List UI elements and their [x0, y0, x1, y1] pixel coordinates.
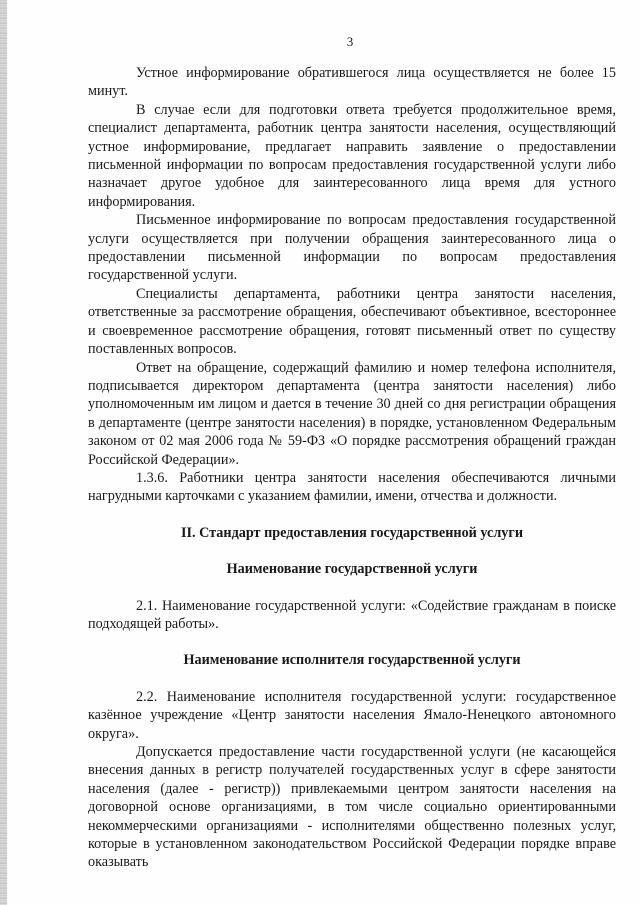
- document-body: [88, 64, 616, 872]
- section-title: II. Стандарт предоставления государственной услуги: [180, 524, 524, 541]
- paragraph-2-2: 2.2. Наименование исполнителя государственной услуги: государственное казённое учреждение «Центр занятости населения Ямало-Ненецкого автономного округа».: [88, 688, 616, 742]
- paragraph-2-1: 2.1. Наименование государственной услуги: «Содействие гражданам в поиске подходящей работы».: [88, 597, 616, 632]
- paragraph-written-info: Письменное информирование по вопросам предоставления государственной услуги осуществляется при получении обращения заинтересованного лица о предоставлении письменной информации по вопросам предоставления государственной услуги.: [88, 212, 616, 284]
- heading-service-name: Наименование государственной услуги: [226, 561, 478, 578]
- heading-executor-name: Наименование исполнителя государственной услуги: [183, 652, 521, 669]
- paragraph-specialists: Специалисты департамента, работники центра занятости населения, ответственные за рассмотрение обращения, обеспечивают объективное, всестороннее и своевременное рассмотрение обращения, готовят письменный ответ по существу поставленных вопросов.: [88, 285, 616, 358]
- paragraph-1-3-6: 1.3.6. Работники центра занятости населения обеспечиваются личными нагрудными карточками с указанием фамилии, имени, отчества и должности.: [88, 469, 616, 505]
- scan-edge: [0, 0, 7, 905]
- paragraph-allowed: Допускается предоставление части государственной услуги (не касающейся внесения данных в регистр получателей государственных услуг в сфере занятости населения (далее - регистр)) привлекаемыми центром занятости населения на договорной основе организациями, в том числе социально ориентированными некоммерческими организациями - исполнителями общественно полезных услуг, которые в установленном законодательством Российской Федерации порядке вправе оказывать: [88, 744, 616, 871]
- paragraph-answer: Ответ на обращение, содержащий фамилию и номер телефона исполнителя, подписывается директором департамента (центра занятости населения) либо уполномоченным им лицом и дается в течение 30 дней со дня регистрации обращения в департаменте (центре занятости населения) в порядке, установленном Федеральным законом от 02 мая 2006 года № 59-ФЗ «О порядке рассмотрения обращений граждан Российской Федерации».: [88, 359, 616, 468]
- paragraph-long-answer: В случае если для подготовки ответа требуется продолжительное время, специалист департамента, работник центра занятости населения, осуществляющий устное информирование, предлагает направить заявление о предоставлении письменной информации по вопросам предоставления государственной услуги либо назначает другое удобное для заинтересованного лица время для устного информирования.: [88, 101, 616, 210]
- paragraph-oral-info: Устное информирование обратившегося лица осуществляется не более 15 минут.: [88, 65, 616, 100]
- page-number: 3: [346, 34, 354, 49]
